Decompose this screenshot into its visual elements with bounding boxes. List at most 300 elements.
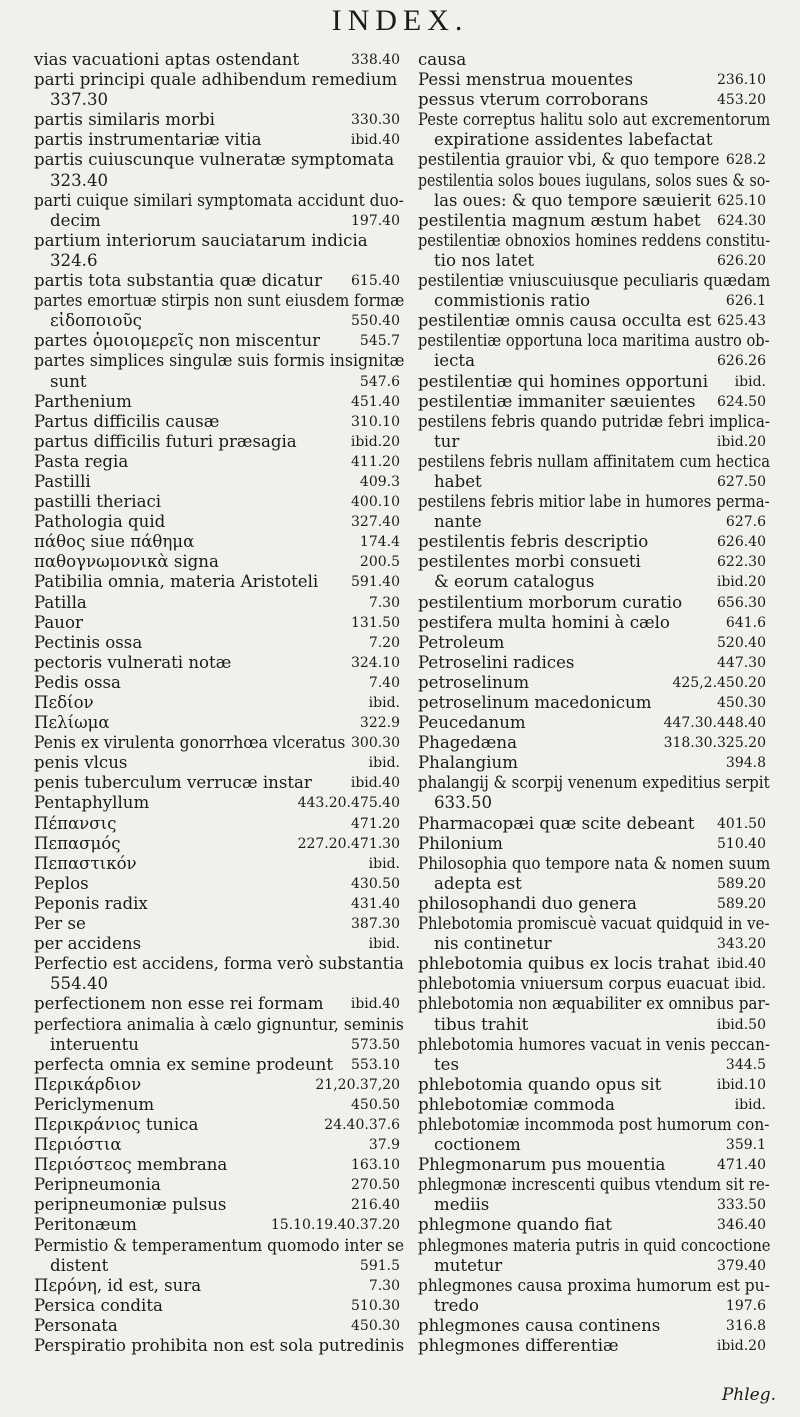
entry-page-ref: 547.6	[359, 373, 400, 390]
entry-text: decim	[50, 210, 101, 230]
index-entry	[34, 914, 404, 934]
index-entry	[418, 834, 770, 854]
index-entry	[34, 492, 404, 512]
entry-text: sunt	[50, 371, 87, 391]
index-entry	[34, 773, 404, 793]
entry-text: petroselinum macedonicum	[418, 693, 652, 712]
entry-text: peripneumoniæ pulsus	[34, 1195, 227, 1215]
index-entry	[418, 1155, 770, 1175]
entry-page-ref: 394.8	[725, 755, 766, 772]
entry-text: phlegmones causa proxima humorum est pu-	[418, 1275, 770, 1295]
entry-page-ref: 411.20	[351, 453, 400, 470]
index-entry	[418, 633, 770, 653]
entry-text: nis continetur	[434, 934, 552, 954]
index-entry	[34, 1135, 404, 1155]
entry-text: phlegmone quando fiat	[418, 1215, 612, 1235]
entry-page-ref: 236.10	[717, 72, 766, 89]
index-entry	[34, 1055, 404, 1075]
entry-text: adepta est	[434, 873, 522, 893]
index-entry	[34, 693, 404, 713]
index-entry	[418, 1256, 770, 1276]
index-entry	[418, 874, 770, 894]
entry-text: iecta	[434, 351, 475, 371]
left-column	[34, 50, 404, 1356]
index-entry	[418, 191, 770, 211]
entry-text: Περόνη, id est, sura	[34, 1275, 202, 1295]
entry-page-ref: 400.10	[351, 494, 400, 511]
entry-page-ref: 627.50	[717, 473, 766, 490]
entry-page-ref: 626.1	[725, 293, 766, 310]
entry-text: Persica condita	[34, 1295, 163, 1315]
entry-text: pestilens febris mitior labe in humores perma-	[418, 492, 770, 512]
entry-page-ref: 471.20	[351, 815, 400, 832]
index-entry	[418, 1175, 770, 1195]
entry-page-ref: ibid.20	[716, 574, 766, 591]
entry-page-ref: 344.5	[725, 1056, 766, 1073]
index-entry	[34, 512, 404, 532]
entry-text: Periclymenum	[34, 1094, 155, 1114]
index-entry	[34, 432, 404, 452]
index-entry	[34, 70, 404, 90]
index-entry	[34, 1276, 404, 1296]
entry-text: Penis ex virulenta gonorrhœa vlceratus	[34, 733, 346, 753]
entry-text: Περικάρδιον	[34, 1074, 142, 1094]
entry-page-ref: 316.8	[725, 1317, 766, 1334]
index-entry	[418, 552, 770, 572]
entry-text: phlegmonæ increscenti quibus vtendum sit re-	[418, 1175, 770, 1195]
entry-page-ref: 550.40	[351, 313, 400, 330]
entry-text: pestilentia solos boues iugulans, solos sues & so-	[418, 170, 771, 190]
index-entry	[418, 653, 770, 673]
entry-page-ref: 7.20	[368, 634, 400, 651]
entry-page-ref: 626.26	[717, 353, 766, 370]
entry-page-ref: 553.10	[351, 1056, 400, 1073]
entry-page-ref: ibid.	[368, 855, 400, 872]
index-entry	[34, 291, 404, 311]
index-entry	[418, 472, 770, 492]
entry-page-ref: 510.30	[351, 1297, 400, 1314]
entry-page-ref: ibid.	[734, 373, 766, 390]
entry-text: phlegmones materia putris in quid concoctione	[418, 1235, 771, 1255]
entry-text: interuentu	[50, 1034, 139, 1054]
index-entry	[418, 311, 770, 331]
entry-text: partes ὁμοιομερεῖς non miscentur	[34, 331, 321, 351]
index-entry	[34, 50, 404, 70]
entry-text: pastilli theriaci	[34, 492, 162, 512]
index-entry	[34, 854, 404, 874]
index-entry	[34, 633, 404, 653]
index-entry	[418, 773, 770, 793]
entry-text: perfectionem non esse rei formam	[34, 994, 324, 1014]
entry-page-ref: 324.10	[351, 654, 400, 671]
entry-page-ref: 7.40	[368, 674, 400, 691]
index-entry	[418, 110, 770, 130]
entry-text: παθογνωμονικὰ signa	[34, 552, 219, 572]
entry-page-ref: ibid.20	[716, 433, 766, 450]
entry-text: tio nos latet	[434, 250, 535, 270]
entry-text: parti cuique similari symptomata accidunt duo-	[34, 190, 404, 210]
entry-page-ref: 624.50	[717, 393, 766, 410]
entry-page-ref: 622.30	[717, 554, 766, 571]
index-entry	[418, 150, 770, 170]
right-column	[418, 50, 770, 1356]
entry-text: Pessi menstrua mouentes	[418, 70, 633, 90]
index-entry	[34, 593, 404, 613]
entry-text: Petroleum	[418, 632, 505, 652]
entry-text: pestilentiæ qui homines opportuni	[418, 371, 709, 391]
index-entry	[34, 372, 404, 392]
index-entry	[418, 271, 770, 291]
entry-text: Philosophia quo tempore nata & nomen suum	[418, 853, 771, 873]
entry-text: phlebotomia quibus ex locis trahat	[418, 954, 710, 974]
entry-text: Πεδίον	[34, 693, 94, 712]
entry-page-ref: 270.50	[351, 1177, 400, 1194]
entry-text: phlegmones causa continens	[418, 1315, 661, 1335]
index-entry	[418, 211, 770, 231]
entry-page-ref: 343.20	[717, 936, 766, 953]
entry-page-ref: 641.6	[725, 614, 766, 631]
entry-page-ref: 510.40	[717, 835, 766, 852]
entry-text: Phalangium	[418, 753, 518, 773]
entry-page-ref: 624.30	[717, 212, 766, 229]
entry-page-ref: 451.40	[351, 393, 400, 410]
entry-page-ref: ibid.20	[716, 1338, 766, 1354]
entry-text: εἰδοποιοῦς	[50, 311, 142, 331]
index-entry	[34, 1195, 404, 1215]
index-entry	[418, 70, 770, 90]
entry-page-ref: 471.40	[717, 1157, 766, 1174]
entry-text: pestilentia grauior vbi, & quo tempore	[418, 150, 720, 170]
entry-text: 324.6	[50, 250, 98, 270]
entry-page-ref: 447.30	[717, 654, 766, 671]
index-entry	[418, 492, 770, 512]
entry-text: πάθος siue πάθημα	[34, 532, 195, 552]
entry-text: vias vacuationi aptas ostendant	[34, 50, 300, 69]
index-entry	[34, 834, 404, 854]
entry-text: Πεπαστικόν	[34, 853, 137, 873]
index-entry	[34, 934, 404, 954]
entry-text: Pectinis ossa	[34, 632, 143, 652]
index-entry	[418, 1276, 770, 1296]
index-entry	[34, 894, 404, 914]
entry-text: mutetur	[434, 1255, 503, 1275]
index-entry	[34, 171, 404, 191]
entry-text: Patilla	[34, 592, 87, 612]
entry-page-ref: 346.40	[717, 1217, 766, 1234]
index-entry	[34, 150, 404, 170]
entry-page-ref: ibid.10	[716, 1076, 766, 1093]
entry-page-ref: 330.30	[351, 112, 400, 129]
entry-text: Pauor	[34, 612, 83, 632]
entry-page-ref: 573.50	[351, 1036, 400, 1053]
index-entry	[418, 974, 770, 994]
entry-text: penis vlcus	[34, 753, 128, 773]
index-entry	[418, 914, 770, 934]
entry-page-ref: ibid.40	[350, 132, 400, 149]
index-entry	[34, 753, 404, 773]
index-entry	[418, 713, 770, 733]
entry-page-ref: 163.10	[351, 1157, 400, 1174]
entry-text: pestilentiæ omnis causa occulta est	[418, 311, 712, 331]
entry-text: Peplos	[34, 873, 89, 893]
entry-text: Per se	[34, 914, 86, 934]
entry-text: habet	[434, 471, 482, 491]
index-entry	[418, 1316, 770, 1336]
index-entry	[34, 974, 404, 994]
entry-text: Pastilli	[34, 471, 91, 491]
entry-text: tibus trahit	[434, 1014, 529, 1034]
entry-page-ref: 628.2	[725, 152, 766, 169]
entry-text: Περικράνιος tunica	[34, 1114, 199, 1134]
entry-page-ref: ibid.	[368, 695, 400, 711]
entry-page-ref: 450.30	[717, 695, 766, 711]
index-entry	[34, 211, 404, 231]
index-entry	[418, 1115, 770, 1135]
index-entry	[34, 653, 404, 673]
entry-text: 633.50	[434, 793, 493, 813]
entry-page-ref: 387.30	[351, 916, 400, 933]
index-entry	[34, 1115, 404, 1135]
entry-text: las oues: & quo tempore sæuierit	[434, 190, 712, 210]
index-entry	[34, 874, 404, 894]
entry-page-ref: 626.40	[717, 534, 766, 551]
index-entry	[34, 613, 404, 633]
index-entry	[418, 673, 770, 693]
entry-text: partis instrumentariæ vitia	[34, 130, 262, 150]
entry-page-ref: 379.40	[717, 1257, 766, 1274]
entry-page-ref: 615.40	[351, 273, 400, 290]
index-entry	[34, 552, 404, 572]
entry-text: pestilens febris nullam affinitatem cum hectica	[418, 451, 771, 471]
entry-text: & eorum catalogus	[434, 572, 595, 592]
entry-text: pestilentes morbi consueti	[418, 552, 641, 572]
index-entry	[418, 1195, 770, 1215]
entry-page-ref: ibid.40	[350, 775, 400, 792]
entry-page-ref: ibid.	[368, 936, 400, 953]
entry-text: mediis	[434, 1195, 490, 1215]
entry-text: Patibilia omnia, materia Aristoteli	[34, 572, 319, 592]
entry-page-ref: 197.6	[725, 1297, 766, 1314]
index-entry	[418, 814, 770, 834]
entry-text: Philonium	[418, 833, 503, 853]
index-entry	[34, 572, 404, 592]
entry-page-ref: 327.40	[351, 514, 400, 531]
entry-page-ref: 37.9	[368, 1137, 400, 1154]
index-entry	[34, 231, 404, 251]
entry-text: pestifera multa homini à cælo	[418, 612, 670, 632]
index-entry	[34, 532, 404, 552]
entry-text: parti principi quale adhibendum remedium	[34, 70, 398, 90]
entry-text: phlebotomia quando opus sit	[418, 1074, 662, 1094]
entry-text: tes	[434, 1054, 460, 1074]
index-entry	[34, 814, 404, 834]
entry-page-ref: 591.5	[359, 1257, 400, 1274]
index-entry	[418, 572, 770, 592]
index-entry	[418, 1055, 770, 1075]
entry-text: Petroselini radices	[418, 652, 575, 672]
index-entry	[34, 733, 404, 753]
entry-page-ref: 409.3	[359, 473, 400, 490]
index-entry	[418, 171, 770, 191]
entry-page-ref: 453.20	[717, 92, 766, 109]
entry-page-ref: 227.20.471.30	[297, 835, 400, 852]
entry-text: coctionem	[434, 1135, 521, 1155]
index-entry	[34, 1336, 404, 1356]
index-entry	[418, 1035, 770, 1055]
entry-text: causa	[418, 50, 467, 69]
entry-text: Personata	[34, 1315, 118, 1335]
index-entry	[34, 271, 404, 291]
index-entry	[34, 90, 404, 110]
entry-text: partis similaris morbi	[34, 110, 215, 130]
index-entry	[34, 1236, 404, 1256]
entry-text: nante	[434, 512, 482, 532]
entry-text: phlebotomia non æquabiliter ex omnibus par-	[418, 994, 770, 1014]
entry-text: pessus vterum corroborans	[418, 90, 649, 110]
entry-page-ref: 7.30	[368, 594, 400, 611]
entry-text: tredo	[434, 1295, 480, 1315]
entry-page-ref: 333.50	[717, 1197, 766, 1214]
index-entry	[418, 1336, 770, 1356]
index-entry	[418, 1135, 770, 1155]
entry-text: Περιόστεος membrana	[34, 1155, 228, 1175]
entry-page-ref: 131.50	[351, 614, 400, 631]
entry-text: Pentaphyllum	[34, 793, 150, 813]
index-entry	[418, 1215, 770, 1235]
index-entry	[34, 452, 404, 472]
entry-text: per accidens	[34, 934, 142, 954]
entry-page-ref: 425,2.450.20	[672, 674, 766, 691]
entry-text: Πέπανσις	[34, 813, 117, 833]
entry-text: phlebotomiæ commoda	[418, 1094, 615, 1114]
index-entry	[418, 934, 770, 954]
index-entry	[34, 994, 404, 1014]
entry-page-ref: ibid.50	[716, 1016, 766, 1033]
index-entry	[34, 1035, 404, 1055]
entry-text: perfectiora animalia à cælo gignuntur, seminis	[34, 1014, 404, 1034]
entry-text: Πελίωμα	[34, 713, 110, 733]
index-entry	[34, 1015, 404, 1035]
entry-text: phlebotomia vniuersum corpus euacuat	[418, 974, 730, 994]
index-entry	[34, 351, 404, 371]
index-entry	[34, 311, 404, 331]
entry-text: distent	[50, 1255, 109, 1275]
index-entry	[34, 412, 404, 432]
index-entry	[34, 793, 404, 813]
index-entry	[418, 512, 770, 532]
entry-page-ref: 318.30.325.20	[663, 735, 766, 752]
entry-text: pestilentiæ vniuscuiusque peculiaris quædam	[418, 271, 771, 291]
entry-text: philosophandi duo genera	[418, 893, 637, 913]
index-entry	[34, 130, 404, 150]
entry-text: Partus difficilis causæ	[34, 411, 220, 431]
entry-page-ref: ibid.20	[350, 433, 400, 450]
entry-text: Phlebotomia promiscuè vacuat quidquid in ve-	[418, 914, 770, 934]
index-entry	[34, 251, 404, 271]
index-entry	[418, 1236, 770, 1256]
entry-page-ref: ibid.	[734, 976, 766, 993]
index-entry	[34, 472, 404, 492]
index-entry	[34, 1075, 404, 1095]
entry-text: partus difficilis futuri præsagia	[34, 431, 297, 451]
entry-text: pestilens febris quando putridæ febri implica-	[418, 411, 770, 431]
entry-text: 337.30	[50, 90, 109, 110]
entry-text: Πεπασμός	[34, 833, 121, 853]
entry-text: pestilentiæ opportuna loca maritima austro ob-	[418, 331, 770, 351]
entry-page-ref: 589.20	[717, 895, 766, 912]
entry-text: expiratione assidentes labefactat	[434, 130, 713, 150]
entry-page-ref: 591.40	[351, 574, 400, 591]
index-entry	[418, 1075, 770, 1095]
entry-text: penis tuberculum verrucæ instar	[34, 773, 312, 793]
entry-page-ref: 450.30	[351, 1317, 400, 1334]
entry-text: Pathologia quid	[34, 512, 166, 532]
entry-page-ref: 310.10	[351, 413, 400, 430]
index-entry	[34, 1296, 404, 1316]
entry-page-ref: 401.50	[717, 815, 766, 832]
entry-page-ref: 443.20.475.40	[297, 795, 400, 812]
entry-page-ref: 545.7	[359, 333, 400, 350]
entry-text: Perfectio est accidens, forma verò substantia	[34, 954, 404, 974]
index-entry	[34, 331, 404, 351]
entry-page-ref: 174.4	[359, 534, 400, 551]
index-entry	[418, 854, 770, 874]
entry-page-ref: 450.50	[351, 1096, 400, 1113]
index-entry	[418, 613, 770, 633]
entry-page-ref: 200.5	[359, 554, 400, 571]
index-entry	[418, 693, 770, 713]
entry-text: Pasta regia	[34, 451, 129, 471]
entry-text: Parthenium	[34, 391, 132, 411]
entry-page-ref: 21,20.37,20	[315, 1076, 400, 1093]
entry-text: phlegmones differentiæ	[418, 1336, 619, 1355]
entry-page-ref: ibid.	[368, 755, 400, 772]
index-entry	[418, 412, 770, 432]
entry-text: commistionis ratio	[434, 291, 591, 311]
entry-page-ref: 626.20	[717, 252, 766, 269]
entry-text: pestilentis febris descriptio	[418, 532, 649, 552]
index-entry	[34, 1175, 404, 1195]
entry-text: 323.40	[50, 170, 109, 190]
entry-page-ref: 216.40	[351, 1197, 400, 1214]
entry-page-ref: 627.6	[725, 514, 766, 531]
entry-text: Pharmacopæi quæ scite debeant	[418, 813, 695, 833]
index-entry	[418, 291, 770, 311]
entry-text: partis cuiuscunque vulneratæ symptomata	[34, 150, 395, 170]
entry-text: Peste correptus halitu solo aut excrementorum	[418, 110, 771, 130]
index-entry	[34, 673, 404, 693]
entry-text: partes simplices singulæ suis formis insignitæ	[34, 351, 405, 371]
entry-page-ref: 520.40	[717, 634, 766, 651]
entry-page-ref: ibid.40	[350, 996, 400, 1013]
entry-page-ref: 656.30	[717, 594, 766, 611]
index-entry	[34, 954, 404, 974]
index-entry	[418, 1296, 770, 1316]
entry-page-ref: 322.9	[359, 715, 400, 732]
index-entry	[418, 994, 770, 1014]
index-entry	[418, 954, 770, 974]
entry-text: Pedis ossa	[34, 672, 121, 692]
entry-text: Phagedæna	[418, 733, 517, 753]
index-entry	[418, 130, 770, 150]
index-entry	[34, 1215, 404, 1235]
entry-page-ref: 447.30.448.40	[663, 715, 766, 732]
page-header: INDEX.	[331, 4, 469, 37]
entry-text: partis tota substantia quæ dicatur	[34, 271, 323, 291]
index-entry	[418, 50, 770, 70]
entry-text: pestilentia magnum æstum habet	[418, 210, 701, 230]
entry-page-ref: 197.40	[351, 212, 400, 229]
